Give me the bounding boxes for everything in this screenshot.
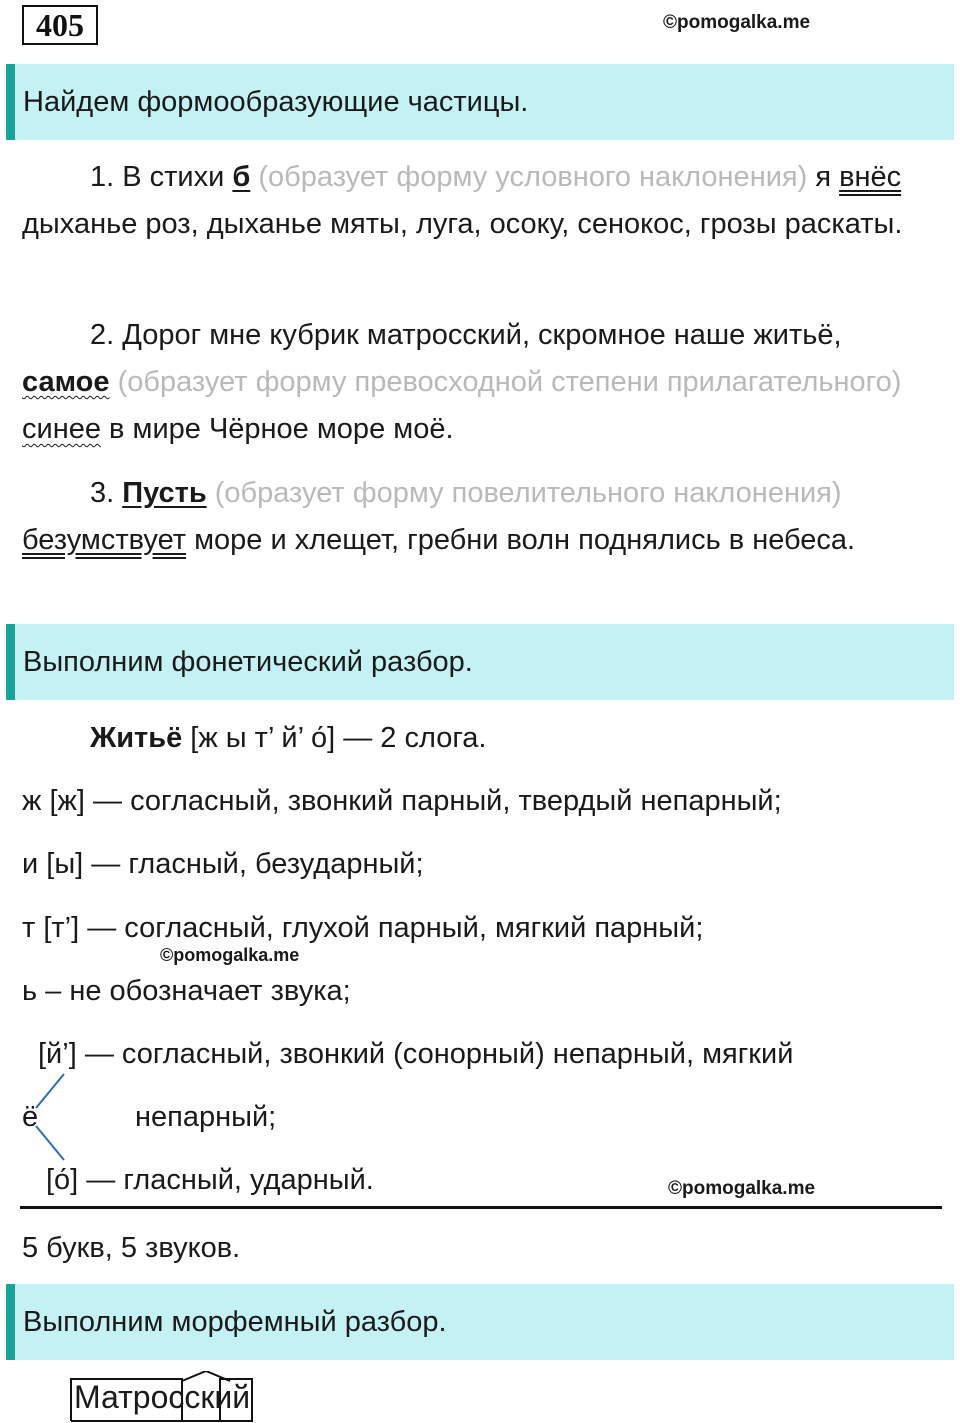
phonetic-transcription: Житьё [ж ы т’ й’ о́] — 2 слога.	[90, 722, 487, 754]
sentence-1: 1. В стихи б (образует форму условного наклонения) я внёс дыханье роз, дыханье мяты, луга, осоку, сенокос, грозы раскаты.	[22, 161, 903, 240]
exercise-number: 405	[22, 5, 98, 45]
watermark-bottom: ©pomogalka.me	[668, 1178, 816, 1199]
sentence-3: 3. Пусть (образует форму повелительного наклонения) безумствует море и хлещет, гребни волн поднялись в небеса.	[22, 477, 856, 556]
phonetic-line-zh: ж [ж] — согласный, звонкий парный, твердый непарный;	[22, 785, 782, 817]
phonetic-line-t: т [т’] — согласный, глухой парный, мягкий парный;	[22, 912, 704, 944]
divider-line	[20, 1206, 942, 1209]
phonetic-line-yo-1: [й’] — согласный, звонкий (сонорный) непарный, мягкий	[38, 1038, 794, 1070]
sentence-2: 2. Дорог мне кубрик матросский, скромное наше житьё, самое (образует форму превосходной степени прилагательного) синее в мире Чёрное море моё.	[22, 319, 902, 445]
watermark-top: ©pomogalka.me	[663, 12, 811, 33]
yo-letter: ё	[22, 1101, 39, 1133]
section-title-phonetic: Выполним фонетический разбор.	[6, 624, 954, 700]
morpheme-word: Матросский	[70, 1375, 250, 1419]
section-title-particles: Найдем формообразующие частицы.	[6, 64, 954, 140]
phonetic-summary: 5 букв, 5 звуков.	[22, 1232, 241, 1264]
phonetic-line-soft-sign: ь – не обозначает звука;	[22, 975, 351, 1007]
section-title-morphemic: Выполним морфемный разбор.	[6, 1284, 954, 1360]
phonetic-line-i: и [ы] — гласный, безударный;	[22, 848, 424, 880]
watermark-mid: ©pomogalka.me	[160, 945, 300, 965]
phonetic-line-yo-2: [о́] — гласный, ударный.	[46, 1164, 374, 1196]
phonetic-line-yo-1b: непарный;	[135, 1101, 277, 1133]
yo-bracket-lines	[30, 1070, 80, 1170]
